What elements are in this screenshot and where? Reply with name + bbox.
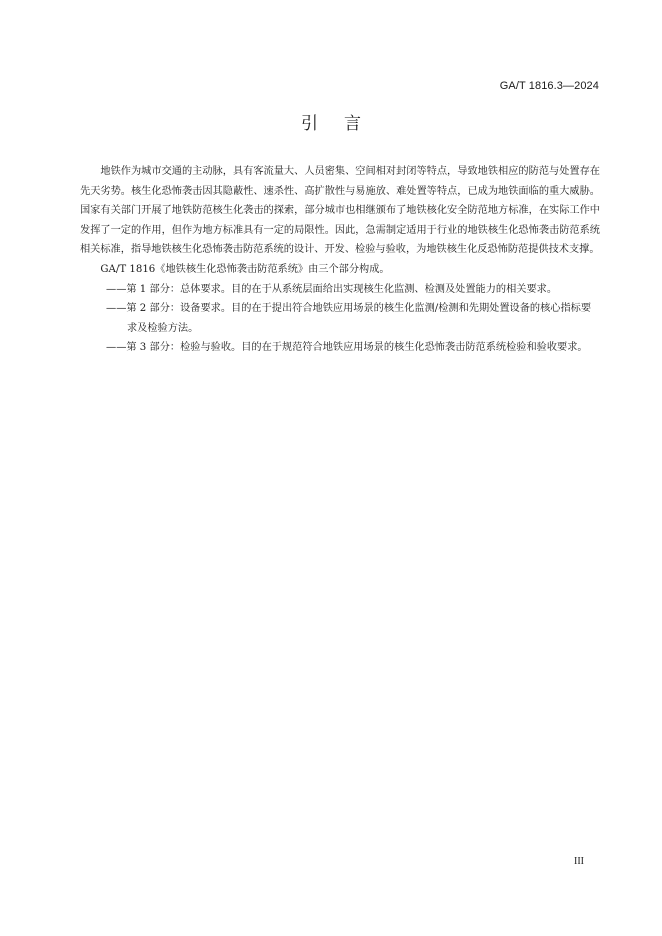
body-text — [80, 162, 600, 358]
paragraph-intro: 地铁作为城市交通的主动脉，具有客流量大、人员密集、空间相对封闭等特点，导致地铁相应的防范与处置存在先天劣势。核生化恐怖袭击因其隐蔽性、速杀性、高扩散性与易施放、难处置等特点，已成为地铁面临的重大威胁。国家有关部门开展了地铁防范核生化袭击的探索，部分城市也相继颁布了地铁核化安全防范地方标准，在实际工作中发挥了一定的作用，但作为地方标准具有一定的局限性。因此，急需制定适用于行业的地铁核生化恐怖袭击防范系统相关标准，指导地铁核生化恐怖袭击防范系统的设计、开发、检验与验收，为地铁核生化反恐怖防范提供技术支撑。 — [80, 166, 600, 256]
list-item-part-3: ——第 3 部分：检验与验收。目的在于规范符合地铁应用场景的核生化恐怖袭击防范系统检验和验收要求。 — [106, 342, 588, 354]
paragraph-parts-overview: GA/T 1816《地铁核生化恐怖袭击防范系统》由三个部分构成。 — [100, 263, 390, 275]
document-code: GA/T 1816.3—2024 — [499, 80, 599, 92]
page-number: III — [574, 856, 584, 867]
list-item-part-1: ——第 1 部分：总体要求。目的在于从系统层面给出实现核生化监测、检测及处置能力的相关要求。 — [106, 283, 558, 295]
list-item-part-2: ——第 2 部分：设备要求。目的在于提出符合地铁应用场景的核生化监测/检测和先期处置设备的核心指标要求及检验方法。 — [106, 303, 592, 334]
page-title: 引言 — [301, 114, 387, 134]
